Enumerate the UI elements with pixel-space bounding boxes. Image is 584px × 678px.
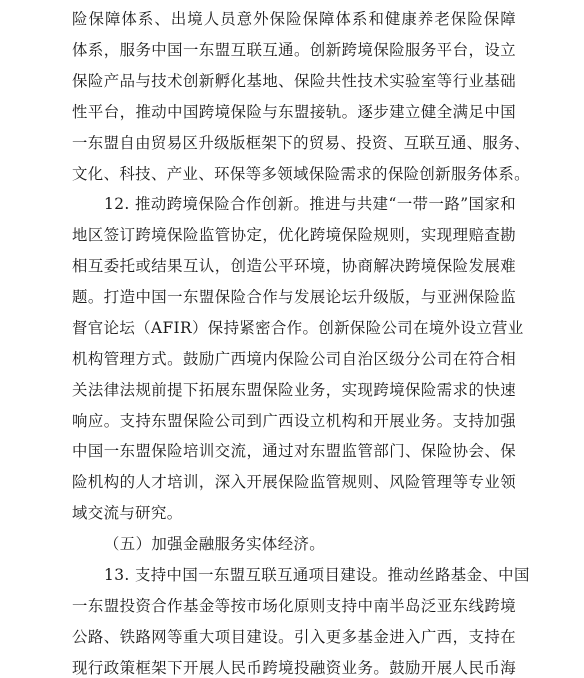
text-line: 域交流与研究。 bbox=[72, 504, 183, 522]
text-line: 体系，服务中国一东盟互联互通。创新跨境保险服务平台，设立 bbox=[72, 41, 516, 59]
text-line: 机构管理方式。鼓励广西境内保险公司自治区级分公司在符合相 bbox=[72, 350, 516, 368]
text-line: 关法律法规前提下拓展东盟保险业务，实现跨境保险需求的快速 bbox=[72, 381, 516, 399]
text-line: 现行政策框架下开展人民币跨境投融资业务。鼓励开展人民币海 bbox=[72, 659, 516, 677]
paragraph-12-first-line: 12. 推动跨境保险合作创新。推进与共建“一带一路”国家和 bbox=[104, 195, 516, 213]
text-line: 性平台，推动中国跨境保险与东盟接轨。逐步建立健全满足中国 bbox=[72, 103, 516, 121]
text-line: 督官论坛（AFIR）保持紧密合作。创新保险公司在境外设立营业 bbox=[72, 319, 524, 337]
text-line: 险机构的人才培训，深入开展保险监管规则、风险管理等专业领 bbox=[72, 473, 516, 491]
text-line: 公路、铁路网等重大项目建设。引入更多基金进入广西，支持在 bbox=[72, 628, 516, 646]
text-line: 一东盟自由贸易区升级版框架下的贸易、投资、互联互通、服务、 bbox=[72, 134, 530, 152]
text-line: 题。打造中国一东盟保险合作与发展论坛升级版，与亚洲保险监 bbox=[72, 288, 516, 306]
text-line: 保险产品与技术创新孵化基地、保险共性技术实验室等行业基础 bbox=[72, 72, 516, 90]
text-line: 中国一东盟保险培训交流，通过对东盟监管部门、保险协会、保 bbox=[72, 442, 516, 460]
text-line: 相互委托或结果互认，创造公平环境，协商解决跨境保险发展难 bbox=[72, 257, 516, 275]
section-heading: （五）加强金融服务实体经济。 bbox=[104, 535, 326, 553]
text-line: 地区签订跨境保险监管协定，优化跨境保险规则，实现理赔查勘 bbox=[72, 226, 516, 244]
paragraph-13-first-line: 13. 支持中国一东盟互联互通项目建设。推动丝路基金、中国 bbox=[104, 566, 530, 584]
text-line: 文化、科技、产业、环保等多领域保险需求的保险创新服务体系。 bbox=[72, 165, 530, 183]
text-line: 险保障体系、出境人员意外保险保障体系和健康养老保险保障 bbox=[72, 10, 516, 28]
text-line: 一东盟投资合作基金等按市场化原则支持中南半岛泛亚东线跨境 bbox=[72, 597, 516, 615]
text-line: 响应。支持东盟保险公司到广西设立机构和开展业务。支持加强 bbox=[72, 412, 516, 430]
